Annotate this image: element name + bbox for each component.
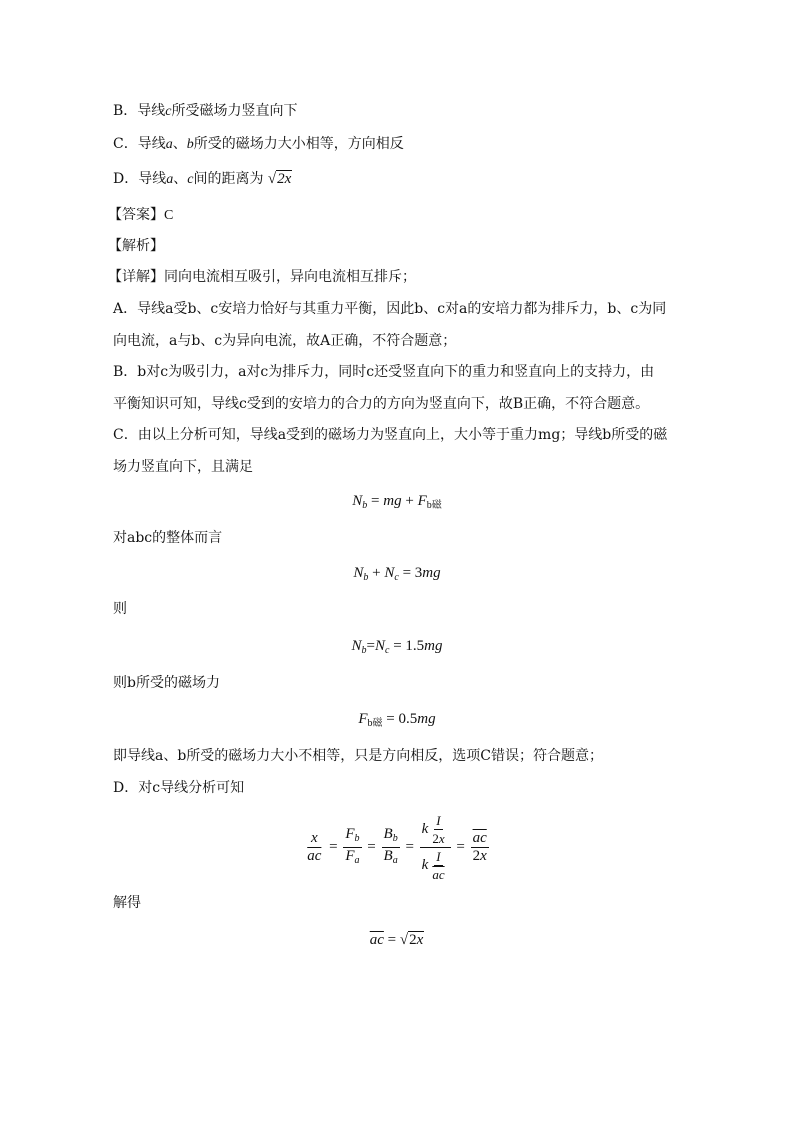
detail-label: 【详解】: [108, 269, 164, 285]
detail-text: 同向电流相互吸引，异向电流相互排斥；: [164, 269, 416, 285]
equation-3: $N_b=N_c = 1.5mg$: [351, 638, 443, 656]
analysis-b-line2: 平衡知识可知，导线c受到的安培力的合力的方向为竖直向下，故B正确，不符合题意。: [113, 396, 650, 412]
option-c-text: 所受的磁场力大小相等，方向相反: [193, 136, 404, 152]
detail-line: [108, 267, 416, 287]
answer-value: C: [164, 208, 174, 223]
analysis-d-line: D．对c导线分析可知: [113, 780, 245, 796]
option-b-var: c: [165, 104, 172, 119]
option-d-value: √2x: [267, 171, 292, 187]
then-line-1: 则: [113, 601, 127, 617]
equation-2: $N_b + N_c = 3mg$: [353, 565, 441, 583]
option-d-var-c: c: [187, 172, 194, 187]
option-c-sep: 、: [172, 136, 187, 152]
equation-6: $\overline{ac} = √2x$: [369, 932, 424, 948]
solve-line: 解得: [113, 895, 141, 911]
option-d-sep: 、: [173, 171, 188, 187]
option-c-var-b: b: [186, 137, 194, 152]
option-c-var-a: a: [165, 137, 173, 152]
option-b-text: 所受磁场力竖直向下: [171, 103, 298, 119]
option-b: [113, 101, 298, 122]
analysis-a-line1: A．导线a受b、c安培力恰好与其重力平衡，因此b、c对a的安培力都为排斥力，b、c为同: [113, 301, 667, 317]
answer-label: 【答案】: [108, 207, 164, 223]
analysis-label: 【解析】: [108, 238, 164, 254]
option-d: [113, 169, 292, 190]
equation-4: $F_{b磁} = 0.5mg$: [358, 711, 436, 729]
then-line-2: 则b所受的磁场力: [113, 675, 220, 691]
equation-5: $\frac{x}{ac}$ = $\frac{F_b}{F_a}$ = $\frac{B_b}{B_a}$ = k $\frac{I}{2x}$ k $\frac{I}{ac}$ = $\frac{\overline{ac}}{2x}$: [307, 813, 487, 882]
conclusion-c: 即导线a、b所受的磁场力大小不相等，只是方向相反，选项C错误；符合题意；: [113, 748, 604, 764]
analysis-a-line2: 向电流，a与b、c为异向电流，故A正确，不符合题意；: [113, 333, 457, 349]
analysis-c-line1: C．由以上分析可知，导线a受到的磁场力为竖直向上，大小等于重力mg；导线b所受的磁: [113, 427, 668, 443]
analysis-c-line2: 场力竖直向下，且满足: [113, 459, 253, 475]
option-d-var-a: a: [166, 172, 174, 187]
analysis-b-line1: B．b对c为吸引力，a对c为排斥力，同时c还受竖直向下的重力和竖直向上的支持力，由: [113, 364, 655, 380]
for-abc-line: 对abc的整体而言: [113, 530, 223, 546]
answer-line: [108, 205, 173, 226]
option-c: [113, 134, 404, 155]
option-d-text: 间的距离为: [193, 171, 264, 187]
option-c-prefix: C．导线: [113, 136, 166, 152]
option-b-prefix: B．导线: [113, 103, 166, 119]
equation-1: $N_b$ = mg + $F_{b磁}$: [352, 493, 442, 511]
option-d-prefix: D．导线: [113, 171, 167, 187]
